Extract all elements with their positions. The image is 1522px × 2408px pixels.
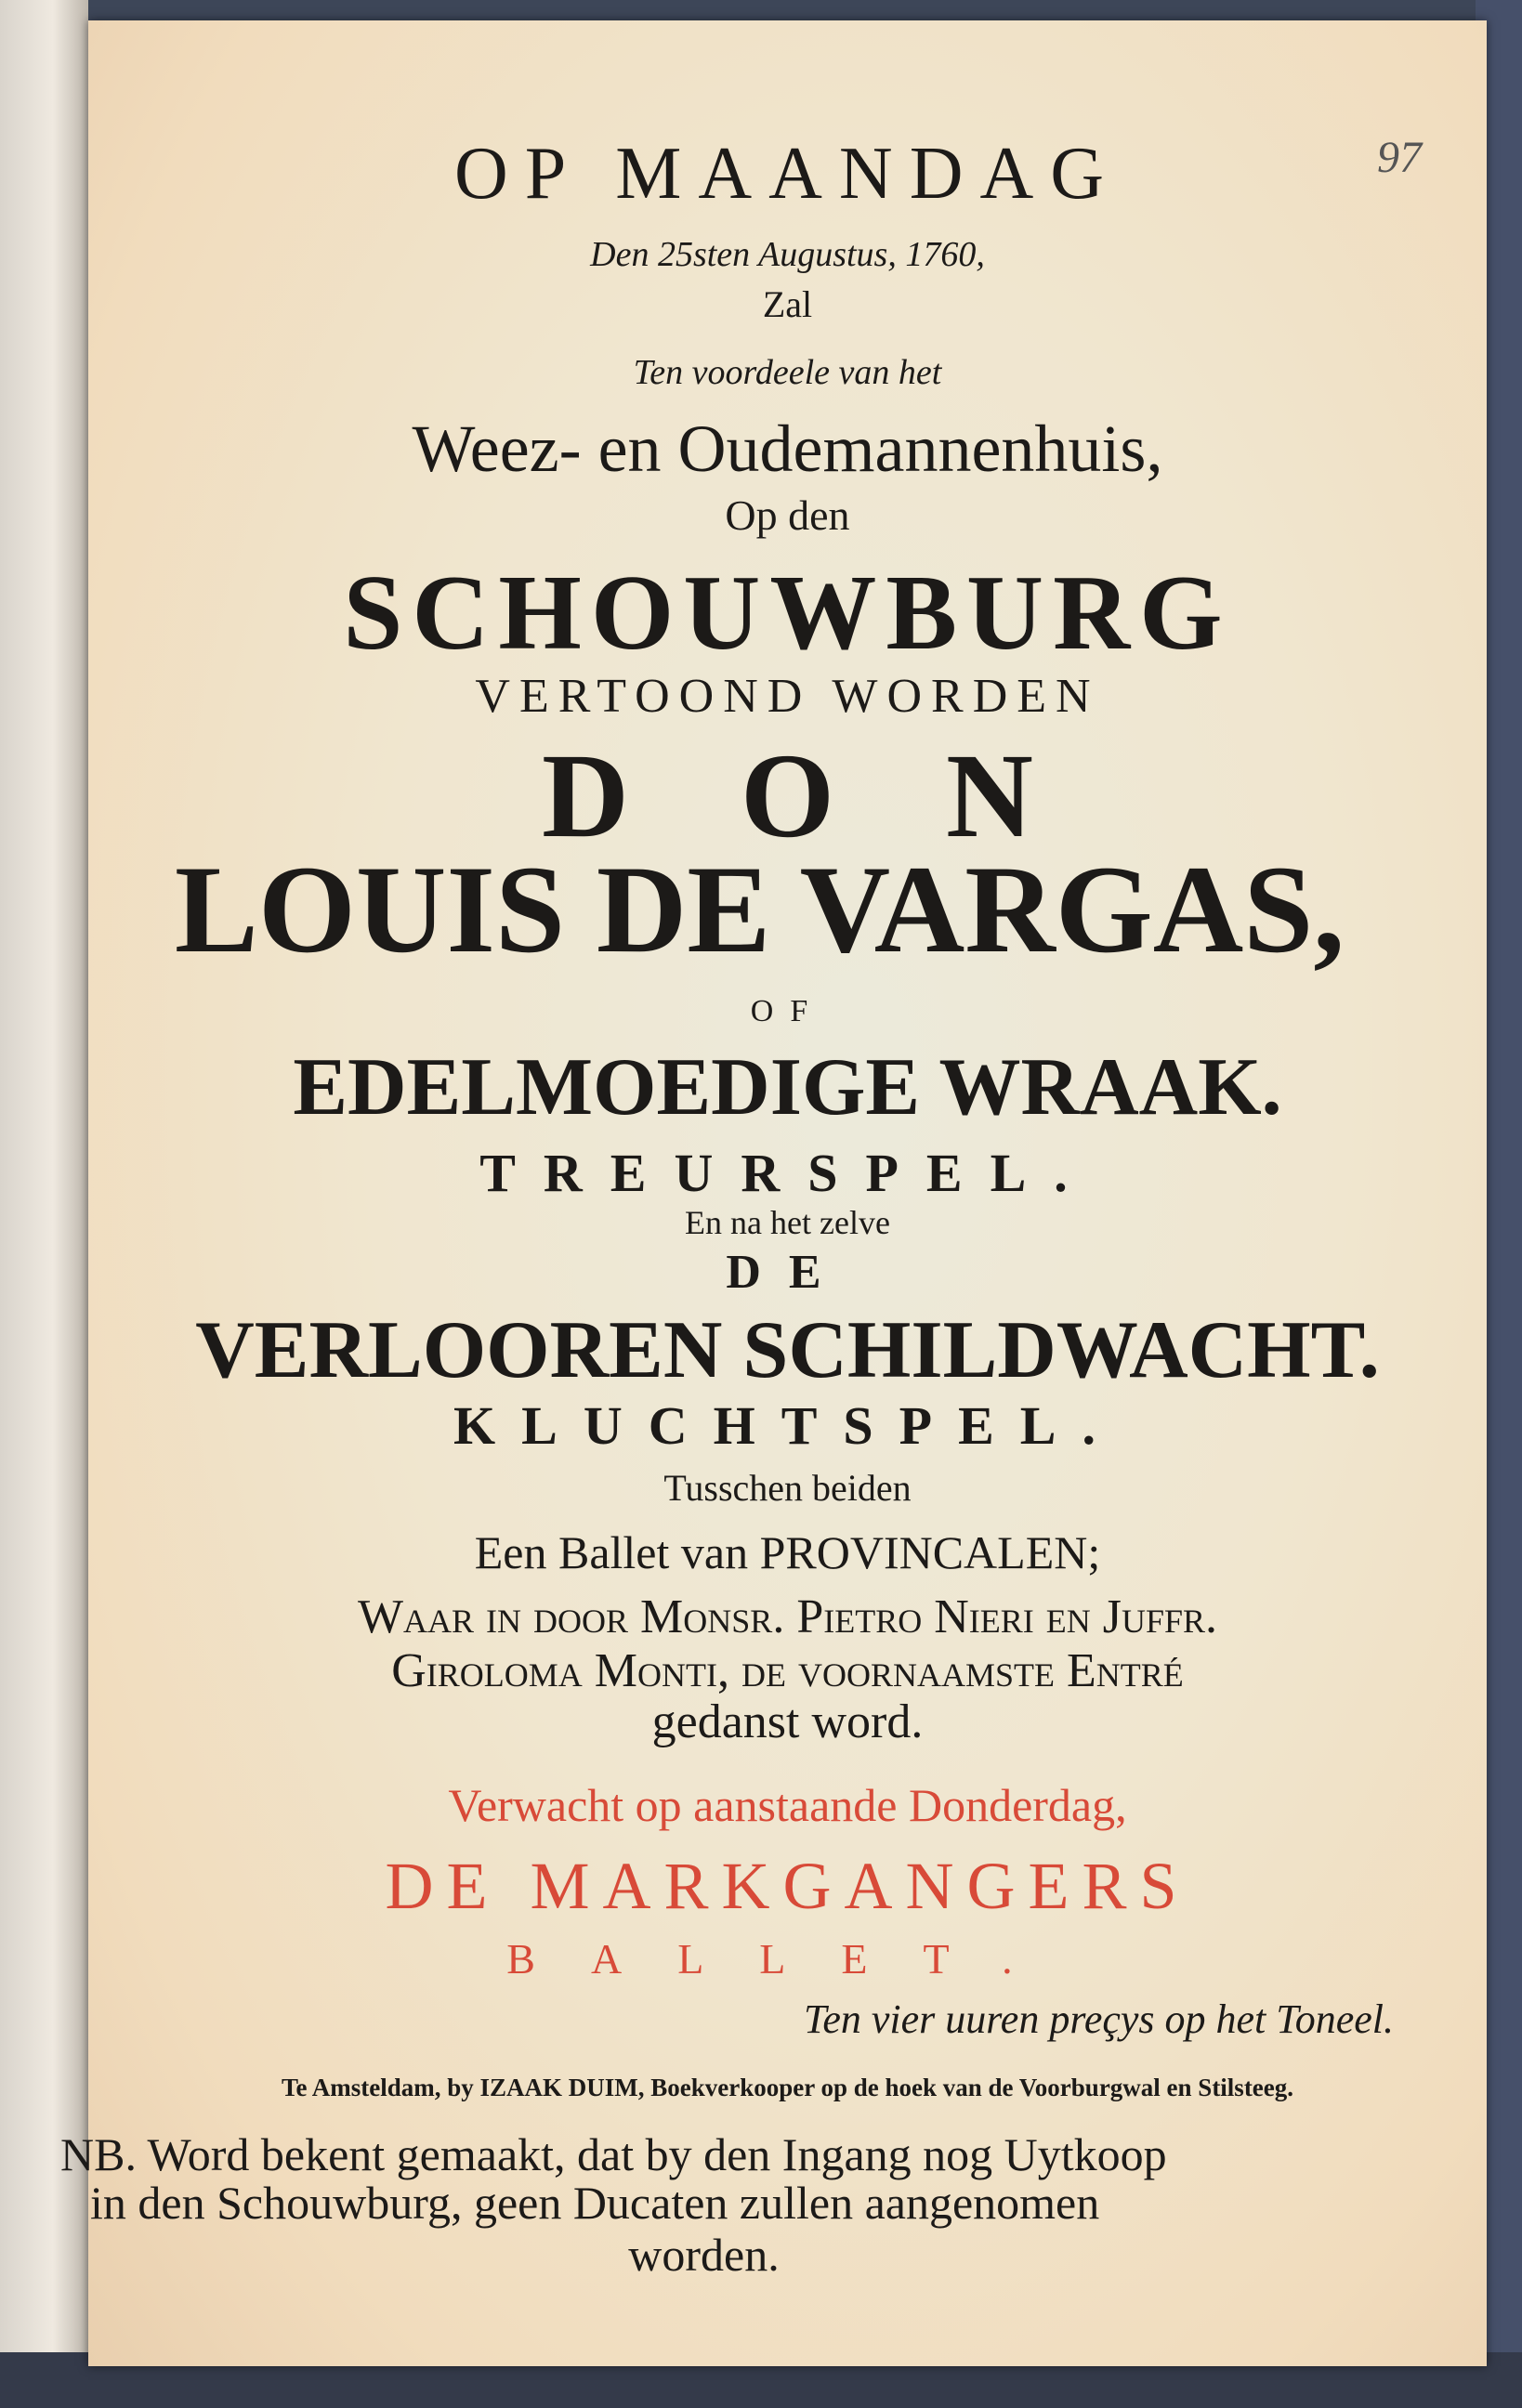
text-zal: Zal	[762, 283, 813, 325]
vertoond-worden: VERTOOND WORDEN	[475, 670, 1100, 723]
text-of: OF	[750, 994, 825, 1028]
headline-day: OP MAANDAG	[453, 133, 1122, 215]
play-subtitle: EDELMOEDIGE WRAAK.	[293, 1042, 1282, 1132]
play-title-main: LOUIS DE VARGAS,	[174, 841, 1345, 979]
ballet-line: Een Ballet van PROVINCALEN;	[474, 1526, 1101, 1578]
showtime: Ten vier uuren preçys op het Toneel.	[803, 1996, 1394, 2042]
dancers-line-1: Waar in door Monsr. Pietro Nieri en Juffr.	[357, 1590, 1218, 1643]
genre-kluchtspel: KLUCHTSPEL.	[453, 1395, 1122, 1456]
genre-treurspel: TREURSPEL.	[479, 1143, 1096, 1203]
farce-title: VERLOOREN SCHILDWACHT.	[195, 1305, 1380, 1395]
notice-line-3: worden.	[628, 2229, 780, 2281]
upcoming-title: DE MARKGANGERS	[385, 1849, 1190, 1923]
venue-title: SCHOUWBURG	[343, 554, 1232, 672]
notice-line-1: NB. Word bekent gemaakt, dat by den Ingang nog Uytkoop	[60, 2128, 1167, 2180]
printer-imprint: Te Amsteldam, by IZAAK DUIM, Boekverkooper op de hoek van de Voorburgwal en Stilsteeg.	[281, 2074, 1294, 2101]
upcoming-ballet: BALLET.	[506, 1935, 1069, 1983]
dancers-line-2: Giroloma Monti, de voornaamste Entré	[391, 1644, 1184, 1697]
adjacent-page	[0, 0, 88, 2408]
benefit-line: Ten voordeele van het	[633, 353, 942, 392]
play-title-don: DON	[542, 729, 1145, 863]
date-line: Den 25sten Augustus, 1760,	[590, 235, 985, 274]
upcoming-announcement: Verwacht op aanstaande Donderdag,	[448, 1779, 1127, 1831]
text-tusschen-beiden: Tusschen beiden	[663, 1467, 912, 1509]
page-number: 97	[1377, 133, 1422, 182]
text-en-na-het-zelve: En na het zelve	[685, 1204, 890, 1241]
playbill-page	[60, 20, 1487, 2366]
beneficiary: Weez- en Oudemannenhuis,	[412, 412, 1163, 486]
dancers-line-3: gedanst word.	[651, 1695, 924, 1748]
text-op-den: Op den	[725, 491, 850, 539]
text-de: DE	[726, 1246, 849, 1299]
notice-line-2: in den Schouwburg, geen Ducaten zullen aangenomen	[90, 2177, 1100, 2229]
